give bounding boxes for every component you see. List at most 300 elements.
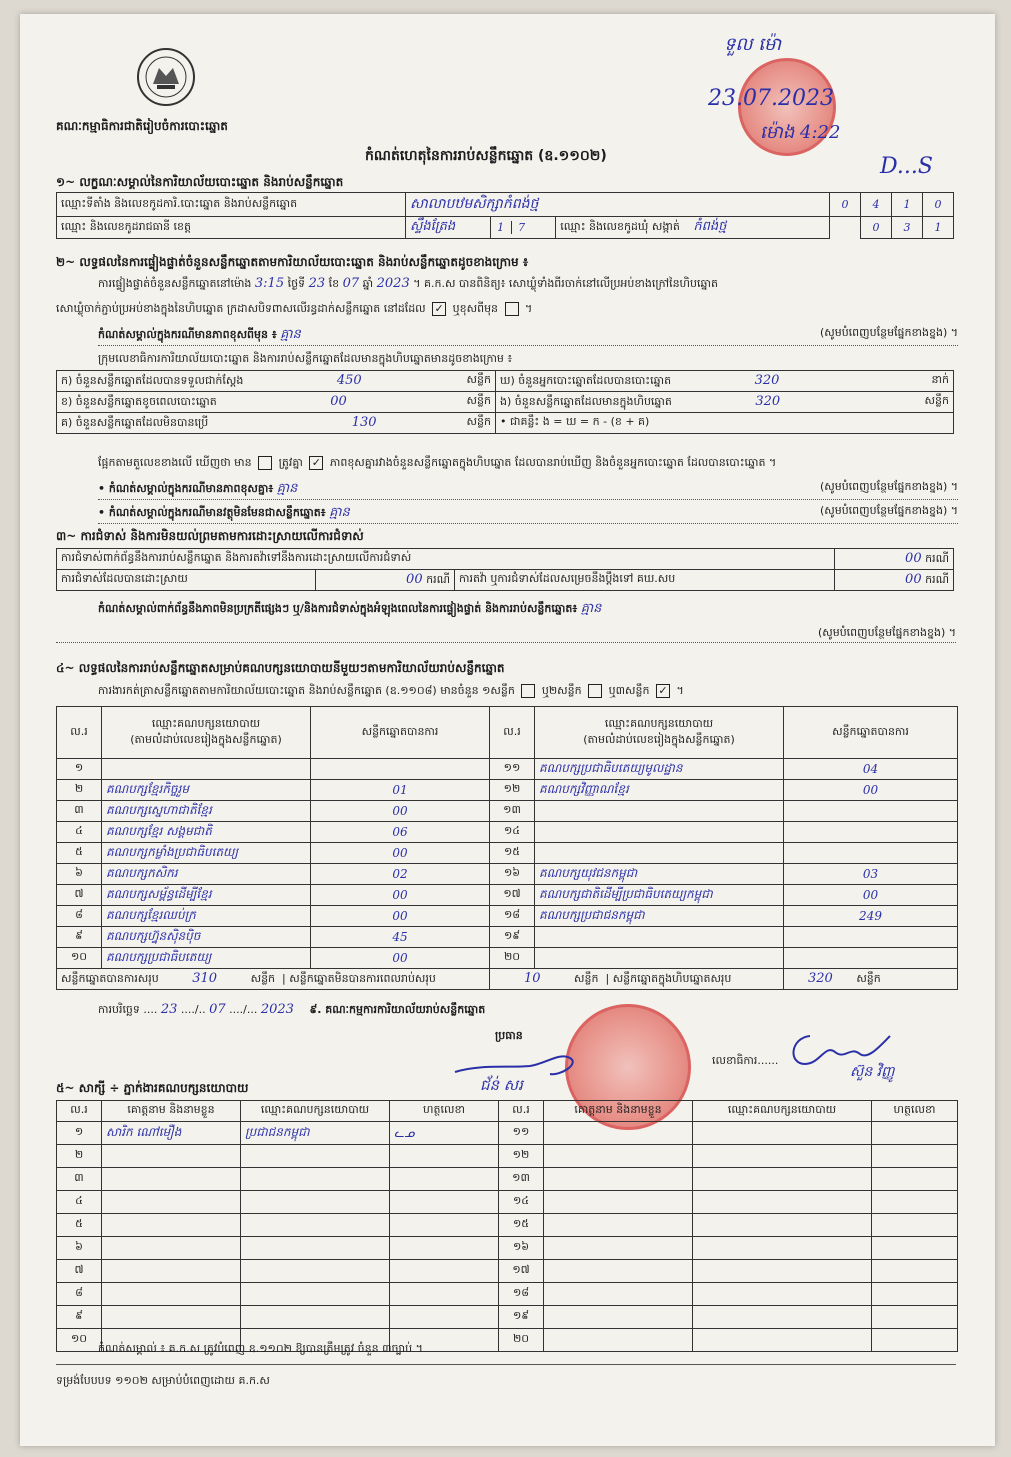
party-name [535,822,784,843]
party-votes: 01 [311,780,490,801]
party-name [535,927,784,948]
party-name: គណបក្សស្នេហាជាតិខ្មែរ [102,801,311,822]
col-party-title: ឈ្មោះគណបក្សនយោបាយ [604,716,714,730]
party-votes: 45 [311,927,490,948]
resolved-label: ការជំទាស់ដែលបានដោះស្រាយ [57,570,316,591]
witness-party [241,1306,390,1329]
witness-party [241,1237,390,1260]
commune-value: កំពង់ថ្ម [693,219,727,234]
row-number: ៨ [57,1283,102,1306]
party-results-table [56,706,958,990]
objection-unit: ករណី [925,551,949,565]
sign-day: 23 [160,1002,178,1017]
commune-code-spacer [830,217,861,239]
witness-signature [872,1237,958,1260]
witness-row [57,1237,958,1260]
witness-name [102,1191,241,1214]
col-no: ល.រ [57,707,102,759]
party-votes: 02 [311,864,490,885]
note-b-label: • កំណត់សម្គាល់ក្នុងករណីមានវត្ថុមិនមែនជាសន្លឹកឆ្នោត៖ [98,506,326,519]
province-value: ស្ទឹងត្រែង [406,217,491,239]
count-right-value: 320 [755,393,781,409]
check-year: 2023 [376,276,410,291]
form-sheet [20,14,995,1446]
party-votes: 00 [311,801,490,822]
count-left-cell [57,371,496,392]
chair-label: ប្រធាន [495,1029,523,1042]
section3-note-label: កំណត់សម្គាល់ពាក់ព័ន្ធនឹងភាពមិនប្រក្រតីផ្សេងៗ ឬ/និងការជំទាស់ក្នុងអំឡុងពេលនៃការផ្ទៀងផ្ទាត់ និងការរាប់សន្លឹកឆ្នោត៖ [98,602,578,615]
witness-row [57,1306,958,1329]
witness-col-name: គោត្តនាម និងនាមខ្លួន [102,1101,241,1122]
col-party-sub: (តាមលំដាប់លេខរៀងក្នុងសន្លឹកឆ្នោត) [130,732,282,746]
section3-fill-line [56,626,956,643]
row-number: ១៦ [490,864,535,885]
witness-name [102,1214,241,1237]
nec-logo [135,46,197,108]
count-left-label: ក) ចំនួនសន្លឹកឆ្នោតដែលបានទទួលជាក់ស្តែង [61,373,244,387]
witness-name [544,1214,693,1237]
row-number: ១៧ [490,885,535,906]
party-row [57,780,958,801]
row-number: ៩ [57,927,102,948]
witness-signature [872,1168,958,1191]
province-code-digit: 7 [518,221,526,234]
total-valid-label: សន្លឹកឆ្នោតបានការសរុប [61,971,159,985]
diff-note-line [98,326,958,346]
row-number: ៧ [57,1260,102,1283]
row-number: ៤ [57,822,102,843]
col-votes: សន្លឹកឆ្នោតបានការ [311,707,490,759]
location-code-digit: 1 [892,193,923,217]
witness-signature [390,1214,499,1237]
or-different-label: ឬខុសពីមុន [452,302,499,315]
objection-table [56,548,954,591]
location-value: សាលាបឋមសិក្សាកំពង់ថ្ម [406,193,830,217]
results-header [57,707,958,759]
witness-signature [390,1145,499,1168]
count-right-cell [496,413,954,434]
row-number: ១៤ [490,822,535,843]
check-month: 07 [342,276,360,291]
witness-name [544,1329,693,1352]
row-number: ៩ [57,1306,102,1329]
commune-code-digit: 0 [861,217,892,239]
section1-table [56,192,954,239]
note-a-fill: (សូមបំពេញបន្ថែមផ្នែកខាងខ្នង) ។ [819,480,958,493]
witness-party [693,1283,872,1306]
witness-party [241,1191,390,1214]
total-valid-unit: សន្លឹក [250,971,276,985]
party-votes [784,801,958,822]
section1-title: ១~ លក្ខណៈសម្គាល់នៃការិយាល័យបោះឆ្នោត និងរាប់សន្លឹកឆ្នោត [56,175,344,189]
party-name: គណបក្សខ្មែរ សង្គមជាតិ [102,822,311,843]
witness-signature [390,1306,499,1329]
party-name: គណបក្សវិញ្ញាណខ្មែរ [535,780,784,801]
witness-row [57,1145,958,1168]
section2-title: ២~ លទ្ធផលនៃការផ្ទៀងផ្ទាត់ចំនួនសន្លឹកឆ្នោតតាមការិយាល័យបោះឆ្នោត និងរាប់សន្លឹកឆ្នោតដូចខាងក្រោម ៖ [56,255,529,269]
count-row [57,371,954,392]
witness-name [102,1260,241,1283]
three-sheet-checkbox[interactable]: ✓ [656,684,670,698]
party-votes [311,759,490,780]
witness-name [544,1283,693,1306]
section4-title: ៤~ លទ្ធផលនៃការរាប់សន្លឹកឆ្នោតសម្រាប់គណបក្សនយោបាយនីមួយៗតាមការិយាល័យរាប់សន្លឹកឆ្នោត [56,661,505,675]
witness-row [57,1191,958,1214]
total-invalid-value: 10 [524,970,541,986]
party-row [57,948,958,969]
para1-tail: ។ គ.ក.ស បានពិនិត្យ៖ សោឃ្លុំទាំងពីរចាក់នៅលើប្រអប់ខាងក្រៅនៃហិបឆ្នោត [413,277,718,290]
section5-title: ៥~ សាក្សី ÷ ភ្នាក់ងារគណបក្សនយោបាយ [56,1081,249,1095]
witness-row [57,1214,958,1237]
match-checkbox[interactable] [258,456,272,470]
witness-name [544,1122,693,1145]
commune-field [556,217,830,239]
count-right-label: ឃ) ចំនួនអ្នកបោះឆ្នោតដែលបានបោះឆ្នោត [500,373,672,387]
witness-name [544,1191,693,1214]
row-number: ៦ [57,1237,102,1260]
count-right-unit: នាក់ [931,372,949,386]
objection-count: 00 [905,550,922,566]
row-number: ១០ [57,948,102,969]
witness-party [693,1168,872,1191]
party-votes: 06 [311,822,490,843]
witness-name [544,1306,693,1329]
section1-row-province [57,217,954,239]
row-number: ១០ [57,1329,102,1352]
row-number: ១៧ [499,1260,544,1283]
witness-col-party: ឈ្មោះគណបក្សនយោបាយ [241,1101,390,1122]
total-invalid-unit: សន្លឹក [574,971,599,985]
count-left-label: គ) ចំនួនសន្លឹកឆ្នោតដែលមិនបានប្រើ [61,415,209,429]
signature-date-line: ការបរិច្ឆេទ .... 23 ..../.. 07 ..../... 2023 ៩. គណៈកម្មការការិយាល័យរាប់សន្លឹកឆ្នោត [98,1002,486,1017]
chair-signature [450,1044,600,1084]
witness-col-party: ឈ្មោះគណបក្សនយោបាយ [693,1101,872,1122]
witness-signature [872,1283,958,1306]
annotation-date: 23.07.2023 [708,86,834,111]
total-box-unit: សន្លឹក [856,971,881,985]
section2-para1 [98,276,958,293]
row-number: ២ [57,1145,102,1168]
witness-row [57,1283,958,1306]
witness-party [693,1191,872,1214]
count-left-value: 130 [351,414,377,430]
witness-party [241,1283,390,1306]
party-name: គណបក្សប្រជាធិបតេយ្យ [102,948,311,969]
two-sheet-checkbox[interactable] [588,684,602,698]
row-number: ៤ [57,1191,102,1214]
witness-header [57,1101,958,1122]
witness-signature: ᓚᓄ [390,1122,499,1145]
location-code-digit: 0 [923,193,954,217]
total-valid-value: 310 [192,970,218,986]
row-number: ៧ [57,885,102,906]
witness-col-no: ល.រ [499,1101,544,1122]
party-name: គណបក្សយុវជនកម្ពុជា [535,864,784,885]
note-b-value: គ្មាន [329,505,350,520]
party-row [57,864,958,885]
count-left-unit: សន្លឹក [466,414,491,428]
party-votes [784,822,958,843]
col-party-sub: (តាមលំដាប់លេខរៀងក្នុងសន្លឹកឆ្នោត) [583,732,735,746]
row-number: ២០ [490,948,535,969]
party-votes [784,927,958,948]
witness-name [102,1283,241,1306]
secretary-label-text: លេខាធិការ [712,1054,758,1067]
row-number: ១ [57,1122,102,1145]
note-a-value: គ្មាន [276,481,298,496]
note-b-line [98,504,958,524]
witness-party: ប្រជាជនកម្ពុជា [241,1122,390,1145]
total-invalid-label: សន្លឹកឆ្នោតមិនបានការពេលរាប់សរុប [289,971,436,985]
witness-row [57,1168,958,1191]
witness-table [56,1100,958,1352]
row-number: ១១ [499,1122,544,1145]
party-name [102,759,311,780]
diff-note-value: គ្មាន [280,327,301,342]
province-code [490,217,556,239]
witness-signature [872,1145,958,1168]
witness-party [693,1122,872,1145]
section3-note-line [98,600,958,619]
party-name [535,948,784,969]
party-votes: 00 [784,780,958,801]
note-a-line [98,480,958,500]
compare-text: ផ្អែកតាមតួលេខខាងលើ ឃើញថា មាន [98,456,252,469]
objection-row-1 [57,549,954,570]
row-number: ១៣ [499,1168,544,1191]
one-sheet-checkbox[interactable] [521,684,535,698]
annotation-initials: D...S [880,154,933,179]
witness-col-sign: ហត្ថលេខា [872,1101,958,1122]
witness-party [693,1237,872,1260]
witness-signature [390,1168,499,1191]
witness-signature [390,1283,499,1306]
note-a-label: • កំណត់សម្គាល់ក្នុងករណីមានភាពខុសគ្នា៖ [98,482,274,495]
witness-name [544,1145,693,1168]
witness-signature [390,1237,499,1260]
row-number: ១៨ [490,906,535,927]
col-no: ល.រ [490,707,535,759]
party-votes: 00 [784,885,958,906]
witness-signature [390,1260,499,1283]
party-votes: 00 [311,906,490,927]
diff-fill-note: (សូមបំពេញបន្ថែមផ្នែកខាងខ្នង) ។ [819,326,958,339]
row-number: ១៩ [490,927,535,948]
witness-col-no: ល.រ [57,1101,102,1122]
witness-name: សារិក ណៅមឿង [102,1122,241,1145]
party-votes: 03 [784,864,958,885]
col-votes: សន្លឹកឆ្នោតបានការ [784,707,958,759]
count-left-value: 00 [330,393,347,409]
party-name: គណបក្សខ្មែរកិច្ចរួម [102,780,311,801]
party-name: គណបក្សជាតិដើម្បីប្រជាធិបតេយ្យកម្ពុជា [535,885,784,906]
witness-signature [872,1260,958,1283]
witness-name [544,1260,693,1283]
party-votes: 00 [311,948,490,969]
date-label: ការបរិច្ឆេទ [98,1003,140,1016]
results-body [57,759,958,969]
row-number: ៥ [57,843,102,864]
party-row [57,822,958,843]
party-name: គណបក្សកម្លាំងប្រជាធិបតេយ្យ [102,843,311,864]
commune-code-digit: 1 [923,217,954,239]
party-votes: 00 [311,885,490,906]
day-label: ថ្ងៃទី [287,277,306,290]
count-left-label: ខ) ចំនួនសន្លឹកឆ្នោតខូចពេលបោះឆ្នោត [61,394,217,408]
party-votes: 249 [784,906,958,927]
row-number: ១៨ [499,1283,544,1306]
row-number: ១៤ [499,1191,544,1214]
party-votes: 04 [784,759,958,780]
diff-note-label: កំណត់សម្គាល់ក្នុងករណីមានភាពខុសពីមុន ៖ [98,328,277,341]
count-left-value: 450 [336,372,362,388]
resolved-unit: ករណី [426,572,450,586]
footer-rule [56,1364,956,1365]
witness-name [102,1168,241,1191]
sign-year: 2023 [260,1002,294,1017]
party-name: គណបក្សហ្វ៊ុនស៊ិនប៉ិច [102,927,311,948]
location-code-digit: 4 [861,193,892,217]
party-name: គណបក្សខ្មែរឈប់ក្រ [102,906,311,927]
footer-note: កំណត់សម្គាល់ ៖ គ.ក.ស ត្រូវបំពេញ ឧ.១១០២ ឱ្យបានត្រឹមត្រូវ ចំនួន ៣ច្បាប់ ។ [98,1342,423,1355]
month-label: ខែ [328,277,340,290]
location-code-digit: 0 [830,193,861,217]
results-total-row [57,969,958,990]
witness-signature [872,1191,958,1214]
count-right-value: 320 [754,372,780,388]
section2-para2: សោឃ្លុំចាក់ភ្ជាប់ប្រអប់ខាងក្នុងនៃហិបឆ្នោត ក្រដាសបិទពាសលើរន្ធដាក់សន្លឹកឆ្នោត នៅដដែល ✓ ឬខុសពីមុន ។ [56,302,533,315]
witness-party [693,1260,872,1283]
appeal-value [835,570,954,591]
objection-row-1-value [835,549,954,570]
party-name: គណបក្សប្រជាធិបតេយ្យមូលដ្ឋាន [535,759,784,780]
witness-signature [872,1306,958,1329]
resolved-value [316,570,455,591]
witness-signature [390,1191,499,1214]
party-row [57,801,958,822]
compare-tail: ភាពខុសគ្នារវាងចំនួនសន្លឹកឆ្នោតក្នុងហិបឆ្នោត ដែលបានរាប់ឃើញ និងចំនួនអ្នកបោះឆ្នោត ដែលបានបោះឆ្នោត ។ [329,456,777,469]
row-number: ១២ [490,780,535,801]
party-votes [784,843,958,864]
witness-name [102,1145,241,1168]
appeal-label: ការតវ៉ា ឬការជំទាស់ដែលសម្រេចនឹងប្តឹងទៅ គឃ.សប [455,570,835,591]
total-box-label: សន្លឹកឆ្នោតក្នុងហិបឆ្នោតសរុប [612,971,732,985]
row-number: ១ [57,759,102,780]
col-party-title: ឈ្មោះគណបក្សនយោបាយ [151,716,261,730]
formula: • ជាគន្លឹះ ង = ឃ = ក - (ខ + គ) [500,415,650,428]
check-hour: 3:15 [254,276,285,291]
witness-party [241,1145,390,1168]
witness-signature [872,1329,958,1352]
party-name [535,801,784,822]
count-left-unit: សន្លឹក [466,372,491,386]
resolved-count: 00 [406,571,423,587]
chair-name: ជ័ន់ សរ [480,1076,523,1094]
count-right-label: ង) ចំនួនសន្លឹកឆ្នោតដែលមានក្នុងហិបឆ្នោត [500,394,672,408]
check-day: 23 [308,276,326,291]
secretary-label: លេខាធិការ...... [712,1054,779,1067]
witness-row [57,1260,958,1283]
witness-party [693,1329,872,1352]
col-party [102,707,311,759]
witness-party [241,1168,390,1191]
form-title: កំណត់ហេតុនៃការរាប់សន្លឹកឆ្នោត (ឧ.១១០២) [365,148,607,164]
count-right-cell [496,371,954,392]
year-label: ឆ្នាំ [362,277,374,290]
row-number: ១២ [499,1145,544,1168]
witness-name [544,1168,693,1191]
count-left-cell [57,413,496,434]
count-row [57,413,954,434]
witness-signature [872,1214,958,1237]
witness-row [57,1122,958,1145]
difference-checkbox[interactable]: ✓ [309,456,323,470]
total-box-cell [784,969,958,990]
witness-name [102,1237,241,1260]
objection-row-1-label: ការជំទាស់ពាក់ព័ន្ធនឹងការរាប់សន្លឹកឆ្នោត និងការតវ៉ាទៅនឹងការដោះស្រាយលើការជំទាស់ [57,549,835,570]
same-checkbox[interactable]: ✓ [432,302,446,316]
witness-party [241,1260,390,1283]
different-checkbox[interactable] [505,302,519,316]
party-name [535,843,784,864]
province-code-digit: 1 [491,221,512,234]
sign-committee: ៩. គណៈកម្មការការិយាល័យរាប់សន្លឹកឆ្នោត [309,1003,486,1016]
section3-title: ៣~ ការជំទាស់ និងការមិនយល់ព្រមតាមការដោះស្រាយលើការជំទាស់ [56,529,364,543]
sign-month: 07 [209,1002,226,1017]
witness-party [241,1214,390,1237]
row-number: ៦ [57,864,102,885]
compare-match-label: ត្រូវគ្នា [278,456,303,469]
party-votes: 00 [311,843,490,864]
row-number: ១៥ [499,1214,544,1237]
witness-col-sign: ហត្ថលេខា [390,1101,499,1122]
count-row [57,392,954,413]
witness-party [693,1306,872,1329]
committee-name: គណៈកម្មាធិការជាតិរៀបចំការបោះឆ្នោត [56,119,228,133]
row-number: ៨ [57,906,102,927]
witness-signature [872,1122,958,1145]
annotation-time: ម៉ោង 4:22 [760,122,841,143]
count-right-unit: សន្លឹក [924,393,949,407]
secretary-name: ស៊ួន វិញ្ញូ [850,1064,895,1080]
two-sheet-label: ឬ២សន្លឹក [541,684,582,697]
section1-row-location [57,193,954,217]
count-right-cell [496,392,954,413]
party-row [57,927,958,948]
party-row [57,759,958,780]
section4-intro-line: ការងារកត់ត្រាសន្លឹកឆ្នោតតាមការិយាល័យបោះឆ្នោត និងរាប់សន្លឹកឆ្នោត (ឧ.១១០៨) មានចំនួន ១សន្លឹក ឬ២សន្លឹក ឬ៣សន្លឹក ✓ ។ [98,684,684,697]
note-b-fill: (សូមបំពេញបន្ថែមផ្នែកខាងខ្នង) ។ [819,504,958,517]
section3-fill-note: (សូមបំពេញបន្ថែមផ្នែកខាងខ្នង) ។ [817,626,956,639]
commune-code-digit: 3 [892,217,923,239]
section3-note-value: គ្មាន [580,601,602,616]
total-valid-cell: សន្លឹកឆ្នោតបានការសរុប 310 សន្លឹក | សន្លឹកឆ្នោតមិនបានការពេលរាប់សរុប [57,969,490,990]
count-left-cell [57,392,496,413]
party-votes [784,948,958,969]
annotation-line1: ទួល ម៉ោ [724,34,782,55]
party-name: គណបក្សកសិករ [102,864,311,885]
count-left-unit: សន្លឹក [466,393,491,407]
party-row [57,843,958,864]
witness-name [102,1306,241,1329]
row-number: ២ [57,780,102,801]
party-name: គណបក្សសម្ព័ន្ធដើម្បីខ្មែរ [102,885,311,906]
witness-name [544,1237,693,1260]
para1-lead: ការផ្ទៀងផ្ទាត់ចំនួនសន្លឹកឆ្នោតនៅម៉ោង [98,277,252,290]
party-row [57,885,958,906]
party-name: គណបក្សប្រជាជនកម្ពុជា [535,906,784,927]
para2-text: សោឃ្លុំចាក់ភ្ជាប់ប្រអប់ខាងក្នុងនៃហិបឆ្នោត ក្រដាសបិទពាសលើរន្ធដាក់សន្លឹកឆ្នោត នៅដដែល [56,302,426,315]
